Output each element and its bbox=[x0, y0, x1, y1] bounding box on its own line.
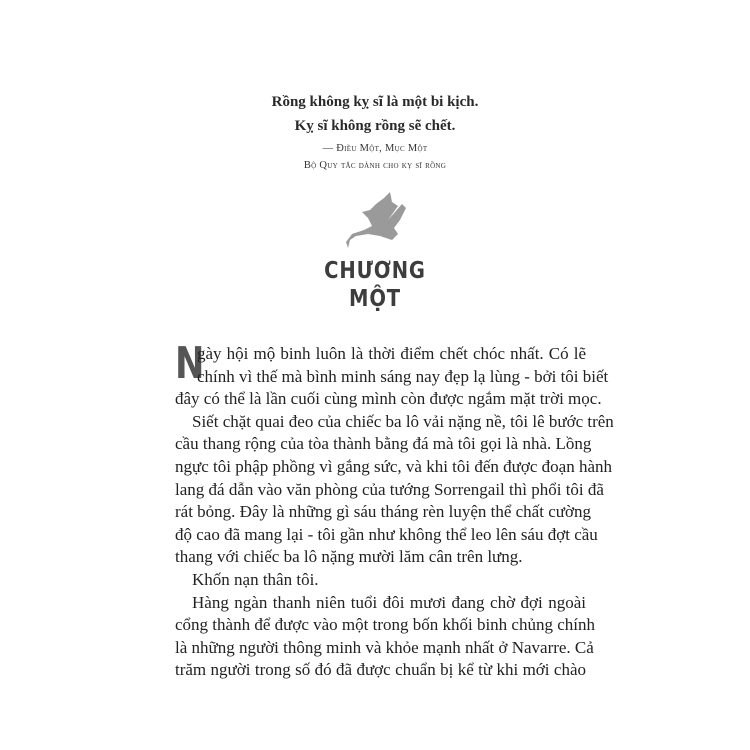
body-line: cổng thành để được vào một trong bốn khối binh chủng chính bbox=[175, 615, 595, 635]
body-line: trăm người trong số đó đã được chuẩn bị kể từ khi mới chào bbox=[175, 660, 586, 680]
body-text bbox=[175, 338, 614, 682]
body-line: rát bỏng. Đây là những gì sáu tháng rèn luyện thể chất cường bbox=[175, 502, 591, 522]
body-line: độ cao đã mang lại - tôi gần như không thể leo lên sáu đợt cầu bbox=[175, 524, 598, 544]
body-line: Hàng ngàn thanh niên tuổi đôi mươi đang chờ đợi ngoài bbox=[192, 592, 586, 612]
body-line: gày hội mộ binh luôn là thời điểm chết chóc nhất. Có lẽ bbox=[197, 344, 586, 363]
body-line: đây có thể là lần cuối cùng mình còn được ngắm mặt trời mọc. bbox=[175, 389, 602, 409]
epigraph-line-1: Rồng không kỵ sĩ là một bi kịch. bbox=[271, 94, 479, 110]
body-line: Khốn nạn thân tôi. bbox=[192, 569, 319, 589]
body-line: ngực tôi phập phồng vì gắng sức, và khi tôi đến được đoạn hành bbox=[175, 456, 612, 476]
body-line: cầu thang rộng của tòa thành bằng đá mà tôi gọi là nhà. Lồng bbox=[175, 434, 592, 454]
body-line: thang với chiếc ba lô nặng mười lăm cân trên lưng. bbox=[175, 547, 523, 567]
body-line: Siết chặt quai đeo của chiếc ba lô vải nặng nề, tôi lê bước trên bbox=[192, 411, 614, 431]
chapter-title-line-2: MỘT bbox=[349, 286, 401, 312]
drop-cap: N bbox=[175, 338, 205, 389]
body-line: lang đá dẫn vào văn phòng của tướng Sorrengail thì phổi tôi đã bbox=[175, 479, 604, 499]
body-line: là những người thông minh và khỏe mạnh nhất ở Navarre. Cả bbox=[175, 637, 594, 657]
dragon-icon bbox=[340, 190, 410, 250]
epigraph-attribution: — Điều Một, Mục Một bbox=[322, 143, 428, 154]
epigraph-source: Bộ Quy tắc dành cho kỵ sĩ rồng bbox=[303, 160, 447, 171]
chapter-title-line-1: CHƯƠNG bbox=[324, 258, 426, 284]
body-line: chính vì thế mà bình minh sáng nay đẹp lạ lùng - bởi tôi biết bbox=[197, 366, 609, 386]
epigraph-line-2: Kỵ sĩ không rồng sẽ chết. bbox=[294, 118, 456, 134]
